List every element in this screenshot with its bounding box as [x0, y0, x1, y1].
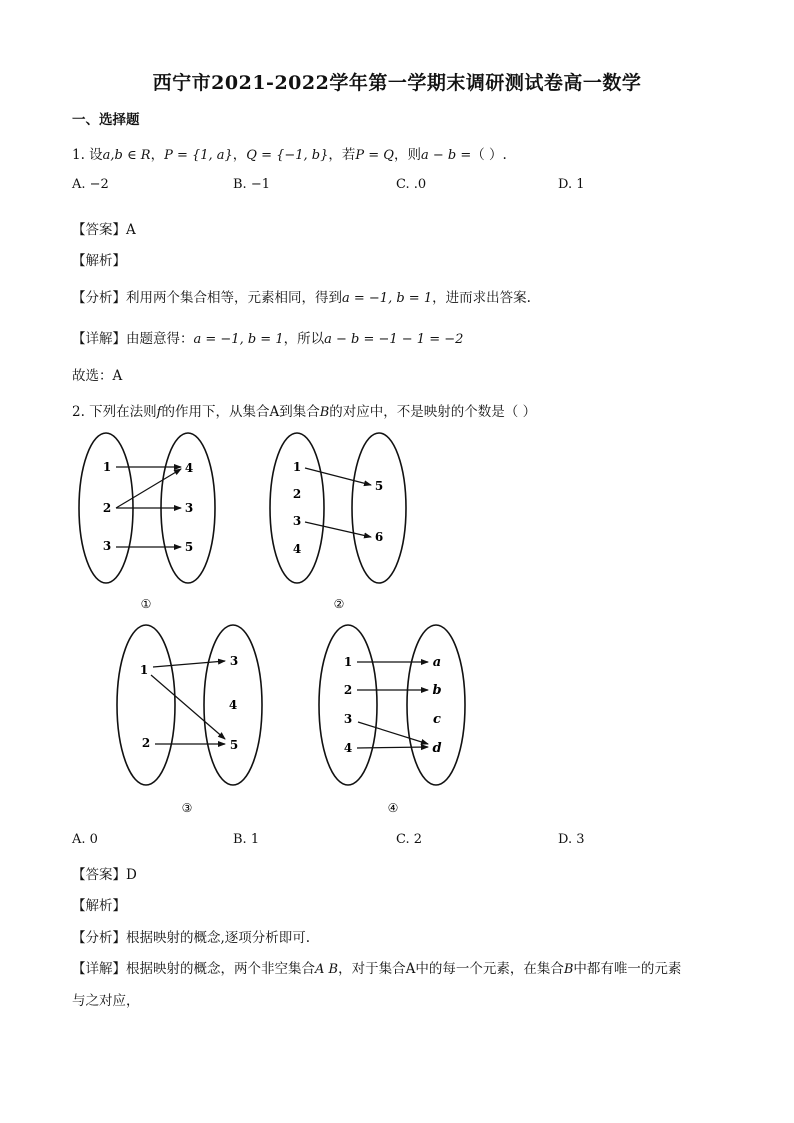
d4-left-4: 4	[343, 741, 353, 755]
d4-left-2: 2	[343, 683, 353, 697]
q2-answer: 【答案】D	[72, 867, 137, 883]
d3-label: ③	[181, 801, 193, 815]
d3-right-3: 3	[229, 654, 239, 668]
d2-left-3: 3	[292, 514, 302, 528]
q2-detail	[72, 957, 681, 977]
d3-right-5: 5	[229, 738, 239, 752]
q2-option-b: B. 1	[233, 832, 260, 847]
q1-math-set-P: P = {1, a}	[164, 148, 233, 163]
q1-analysis-tail: ，进而求出答案.	[432, 290, 531, 306]
d4-right-c: c	[433, 712, 441, 727]
q2-math-B: B	[319, 405, 330, 420]
d2-label: ②	[333, 597, 345, 611]
d2-left-4: 4	[292, 542, 302, 556]
d2-left-2: 2	[292, 487, 302, 501]
question-2-stem	[72, 400, 536, 420]
q2-detail-math1: A B	[315, 962, 339, 977]
q1-sep4: ，则	[393, 147, 421, 163]
d2-arrow-3-6	[305, 522, 371, 537]
diagram-3	[117, 625, 262, 815]
q1-choice: 故选：A	[72, 368, 123, 384]
q1-option-c: C. .0	[396, 177, 427, 192]
d3-set-a-ellipse	[117, 625, 175, 785]
q1-prefix: 1. 设	[72, 147, 103, 163]
diagram-4	[319, 625, 465, 815]
d1-left-1: 1	[102, 460, 112, 474]
d4-left-1: 1	[343, 655, 353, 669]
page-title: 西宁市2021-2022学年第一学期末调研测试卷高一数学	[152, 72, 642, 94]
q1-analysis-math: a = −1, b = 1	[342, 291, 433, 306]
q2-detail-tail: 中都有唯一的元素	[573, 961, 682, 977]
d1-left-2: 2	[102, 501, 112, 515]
d4-arrow-4-d	[357, 747, 428, 748]
question-1-stem	[72, 143, 507, 163]
d4-right-d: d	[432, 741, 442, 756]
q1-math-ab-in-R: a,b ∈ R	[102, 148, 151, 163]
d4-set-b-ellipse	[407, 625, 465, 785]
d1-right-4: 4	[184, 461, 194, 475]
q2-math-f: f	[156, 405, 162, 420]
q1-detail	[72, 327, 463, 347]
q2-option-d: D. 3	[558, 832, 585, 847]
q2-analysis: 【分析】根据映射的概念,逐项分析即可.	[72, 930, 311, 946]
q1-sep3: ，若	[328, 147, 356, 163]
d3-arrow-1-3	[153, 661, 225, 667]
q1-option-d: D. 1	[558, 177, 585, 192]
q1-detail-mid: ，所以	[283, 331, 325, 347]
d1-arrow-2-4	[116, 469, 181, 508]
d4-left-3: 3	[343, 712, 353, 726]
d4-label: ④	[387, 801, 399, 815]
d3-arrow-1-5	[151, 675, 225, 739]
q2-option-a: A. 0	[72, 832, 98, 847]
d1-left-3: 3	[102, 539, 112, 553]
section-heading: 一、选择题	[72, 112, 140, 128]
q1-sep1: ，	[150, 147, 165, 163]
d3-right-4: 4	[228, 698, 238, 712]
q1-detail-text: 【详解】由题意得：	[72, 331, 194, 347]
q1-answer: 【答案】A	[72, 222, 136, 238]
mapping-diagrams	[0, 425, 794, 825]
d1-right-5: 5	[184, 540, 194, 554]
q1-suffix: （ ）.	[471, 147, 507, 163]
d1-right-3: 3	[184, 501, 194, 515]
q1-math-a-minus-b: a − b =	[420, 148, 472, 163]
d1-label: ①	[140, 597, 152, 611]
q1-detail-math1: a = −1, b = 1	[193, 332, 284, 347]
q1-detail-math2: a − b = −1 − 1 = −2	[324, 332, 464, 347]
q2-jiexi: 【解析】	[72, 898, 126, 914]
q1-math-P-eq-Q: P = Q	[355, 148, 394, 163]
d2-set-b-ellipse	[352, 433, 406, 583]
q1-analysis	[72, 286, 531, 306]
q2-detail-text: 【详解】根据映射的概念，两个非空集合	[72, 961, 315, 977]
q1-option-b: B. −1	[233, 177, 270, 192]
q2-prefix: 2. 下列在法则	[72, 404, 157, 420]
q2-detail-mid: ，对于集合A中的每一个元素，在集合	[338, 961, 564, 977]
q1-math-set-Q: Q = {−1, b}	[246, 148, 329, 163]
d2-set-a-ellipse	[270, 433, 324, 583]
d2-arrow-1-5	[305, 468, 371, 485]
q2-mid: 的作用下，从集合A到集合	[161, 404, 320, 420]
q1-analysis-text: 【分析】利用两个集合相等，元素相同，得到	[72, 290, 342, 306]
d2-right-5: 5	[374, 479, 384, 493]
diagram-2	[270, 433, 406, 611]
q1-jiexi: 【解析】	[72, 253, 126, 269]
d4-set-a-ellipse	[319, 625, 377, 785]
d2-left-1: 1	[292, 460, 302, 474]
q1-option-a: A. −2	[72, 177, 109, 192]
q2-option-c: C. 2	[396, 832, 423, 847]
q2-detail-math2: B	[563, 962, 574, 977]
diagram-1	[79, 433, 215, 611]
d3-left-2: 2	[141, 736, 151, 750]
d4-right-b: b	[432, 683, 442, 698]
d4-arrow-3-d	[358, 722, 428, 744]
q2-suffix: 的对应中，不是映射的个数是（ ）	[329, 404, 537, 420]
d2-right-6: 6	[374, 530, 384, 544]
d4-right-a: a	[432, 655, 442, 670]
q2-detail-continued: 与之对应，	[72, 993, 140, 1009]
d3-left-1: 1	[139, 663, 149, 677]
q1-sep2: ，	[232, 147, 247, 163]
